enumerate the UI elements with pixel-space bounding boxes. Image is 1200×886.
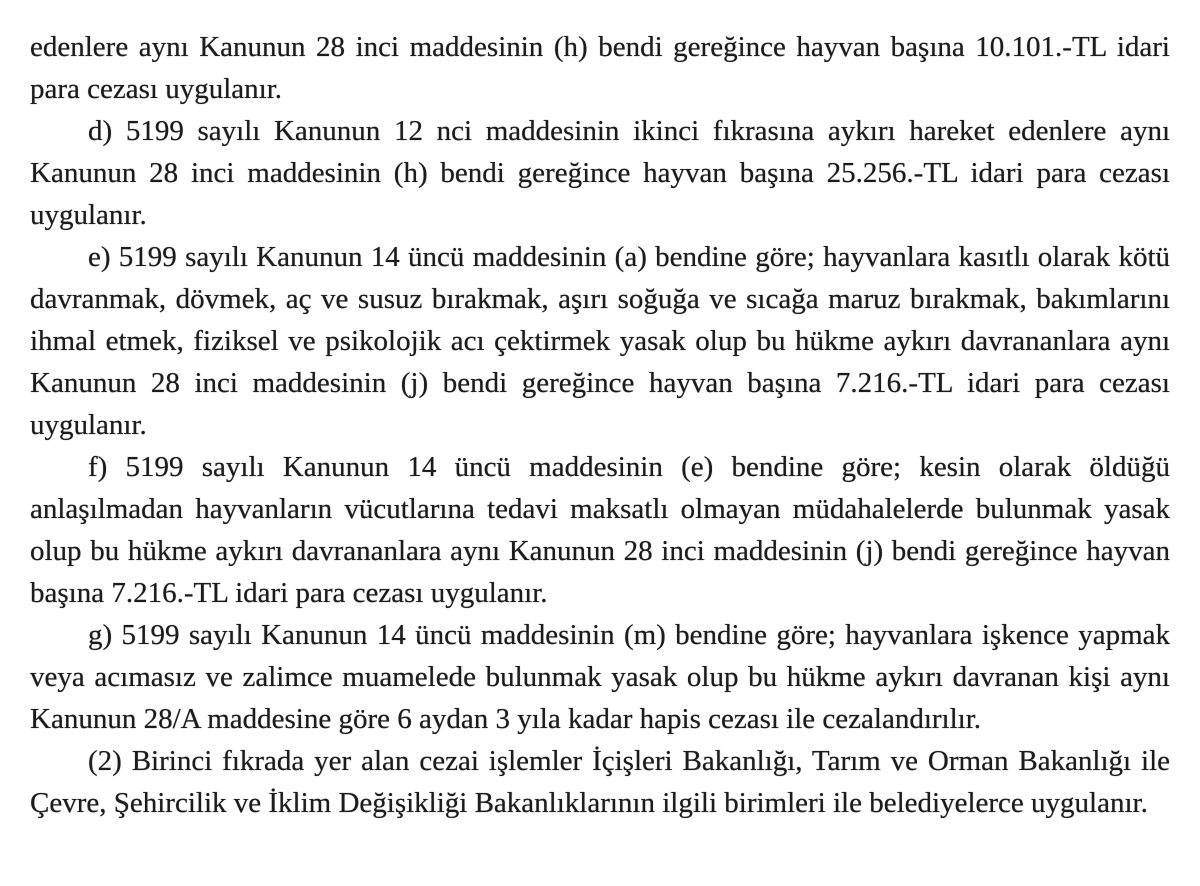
paragraph-item-g: g) 5199 sayılı Kanunun 14 üncü maddesinin (m) bendine göre; hayvanlara işkence yapmak veya acımasız ve zalimce muamelede bulunmak yasak olup bu hükme aykırı davranan kişi aynı Kanunun 28/A maddesine göre 6 aydan 3 yıla kadar hapis cezası ile cezalandırılır. [30,619,1170,735]
paragraph-item-f: f) 5199 sayılı Kanunun 14 üncü maddesinin (e) bendine göre; kesin olarak öldüğü anlaşılmadan hayvanların vücutlarına tedavi maksatlı olmayan müdahalelerde bulunmak yasak olup bu hükme aykırı davrananlara aynı Kanunun 28 inci maddesinin (j) bendi gereğince hayvan başına 7.216.-TL idari para cezası uygulanır. [30,451,1170,609]
paragraph-item-e: e) 5199 sayılı Kanunun 14 üncü maddesinin (a) bendine göre; hayvanlara kasıtlı olarak kötü davranmak, dövmek, aç ve susuz bırakmak, aşırı soğuğa ve sıcağa maruz bırakmak, bakımlarını ihmal etmek, fiziksel ve psikolojik acı çektirmek yasak olup bu hükme aykırı davrananlara aynı Kanunun 28 inci maddesinin (j) bendi gereğince hayvan başına 7.216.-TL idari para cezası uygulanır. [30,241,1170,441]
paragraph-item-d: d) 5199 sayılı Kanunun 12 nci maddesinin ikinci fıkrasına aykırı hareket edenlere aynı Kanunun 28 inci maddesinin (h) bendi gereğince hayvan başına 25.256.-TL idari para cezası uygulanır. [30,115,1170,231]
paragraph-continuation: edenlere aynı Kanunun 28 inci maddesinin (h) bendi gereğince hayvan başına 10.101.-TL idari para cezası uygulanır. [30,31,1170,105]
paragraph-clause-2: (2) Birinci fıkrada yer alan cezai işlemler İçişleri Bakanlığı, Tarım ve Orman Bakanlığı ile Çevre, Şehircilik ve İklim Değişikliği Bakanlıklarının ilgili birimleri ile belediyelerce uygulanır. [30,745,1170,819]
document-text-block [30,26,1170,824]
